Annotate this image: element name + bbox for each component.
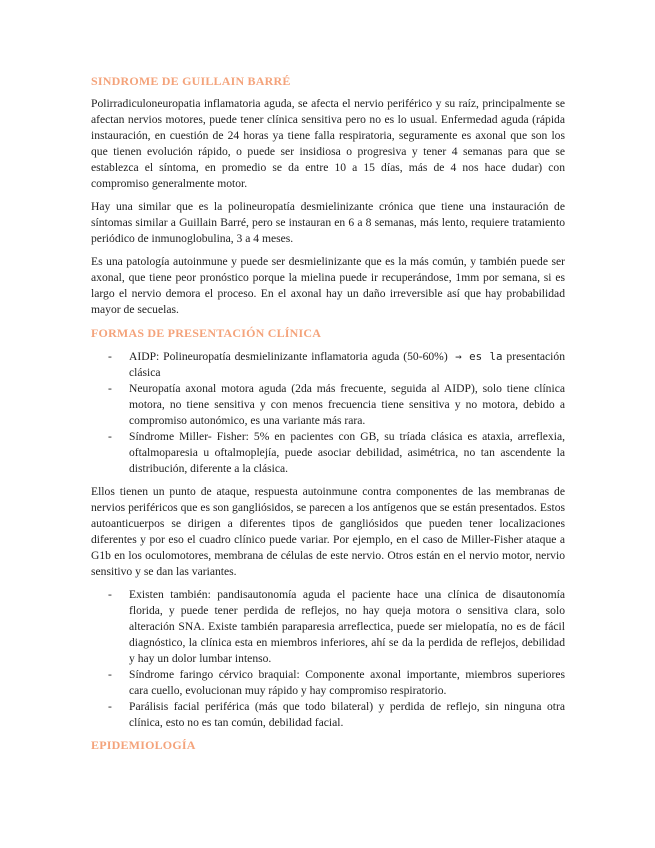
section-heading-clinical-forms: FORMAS DE PRESENTACIÓN CLÍNICA <box>91 326 322 340</box>
paragraph-attack-point: Ellos tienen un punto de ataque, respuesta autoinmune contra componentes de las membranas de nervios periféricos que es son gangliósidos, se parecen a los antígenos que se están presentados. Estos autoanticuerpos se dirigen a diferentes tipos de gangliósidos que pueden tener localizaciones diferentes y por eso el cuadro clínico puede variar. Por ejemplo, en el caso de Miller-Fisher ataque a G1b en los oculomotores, membrana de células de este nervio. Otros están en el nervio motor, nervio sensitivo y se dan las variantes. <box>91 485 565 578</box>
list-item-text: Síndrome Miller- Fisher: 5% en pacientes con GB, su tríada clásica es ataxia, arreflexia, oftalmoparesia u oftalmoplejía, puede asociar debilidad, asimétrica, no tan ascendente la distribución, diferente a la clásica. <box>129 430 565 475</box>
bullet-dash: - <box>108 700 112 713</box>
bullet-dash: - <box>108 350 112 363</box>
bullet-dash: - <box>108 668 112 681</box>
list-item-text: Existen también: pandisautonomía aguda el paciente hace una clínica de disautonomía florida, y puede tener perdida de reflejos, no hay queja motora o sensitiva clara, solo alteración SNA. Existe también paraparesia arreflectica, puede ser mielopatía, no es de fácil diagnóstico, la clínica esta en miembros inferiores, ahí se da la perdida de reflejos, debilidad y hay un dolor lumbar intenso. <box>129 588 565 665</box>
list-item-text: Neuropatía axonal motora aguda (2da más frecuente, seguida al AIDP), solo tiene clínica motora, no tiene sensitiva y con menos frecuencia tiene sensitiva y no motora, debido a compromiso autonómico, es una variante más rara. <box>129 382 565 427</box>
list-item-miller-fisher <box>91 429 565 477</box>
bullet-dash: - <box>108 382 112 395</box>
clinical-forms-list <box>91 349 565 477</box>
list-item-pharyngeal-cervical-brachial <box>91 667 565 699</box>
list-item-aidp <box>91 349 565 381</box>
bullet-dash: - <box>108 588 112 601</box>
list-item-text: Síndrome faringo cérvico braquial: Componente axonal importante, miembros superiores cara cuello, evolucionan muy rápido y hay compromiso respiratorio. <box>129 668 565 697</box>
bullet-dash: - <box>108 430 112 443</box>
document-page <box>91 73 565 753</box>
paragraph-autoimmune: Es una patología autoinmune y puede ser desmielinizante que es la más común, y también puede ser axonal, que tiene peor pronóstico porque la mielina puede ir recuperándose, 1mm por semana, si es largo el nervio demora el proceso. En el axonal hay un daño irreversible así que hay probabilidad mayor de secuelas. <box>91 255 565 316</box>
list-item-arrow-text: → es la <box>447 350 503 363</box>
variants-list <box>91 587 565 731</box>
list-item-text: presentación clásica <box>129 350 566 379</box>
list-item-text: Parálisis facial periférica (más que todo bilateral) y perdida de reflejo, sin ninguna otra clínica, esto no es tan común, debilidad facial. <box>129 700 565 729</box>
paragraph-chronic-similar: Hay una similar que es la polineuropatía desmielinizante crónica que tiene una instauración de síntomas similar a Guillain Barré, pero se instauran en 6 a 8 semanas, más lento, requiere tratamiento periódico de inmunoglobulina, 3 a 4 meses. <box>91 200 565 245</box>
list-item-facial-paralysis <box>91 699 565 731</box>
list-item-axonal-motor <box>91 381 565 429</box>
section-heading-guillain-barre: SINDROME DE GUILLAIN BARRÉ <box>91 74 291 88</box>
list-item-pandysautonomia <box>91 587 565 667</box>
paragraph-intro: Polirradiculoneuropatia inflamatoria aguda, se afecta el nervio periférico y su raíz, principalmente se afectan nervios motores, puede tener clínica sensitiva pero no es lo usual. Enfermedad aguda (rápida instauración, en cuestión de 24 horas ya tiene falla respiratoria, seguramente es axonal que son los que tienen evolución rápido, o puede ser insidiosa o progresiva y tener 4 semanas para que se establezca el síntoma, en promedio se da entre 10 a 15 días, más de 4 nos hace dudar) con compromiso generalmente motor. <box>91 97 565 190</box>
section-heading-epidemiology: EPIDEMIOLOGÍA <box>91 738 196 752</box>
list-item-text: AIDP: Polineuropatía desmielinizante inflamatoria aguda (50-60%) <box>129 350 448 363</box>
